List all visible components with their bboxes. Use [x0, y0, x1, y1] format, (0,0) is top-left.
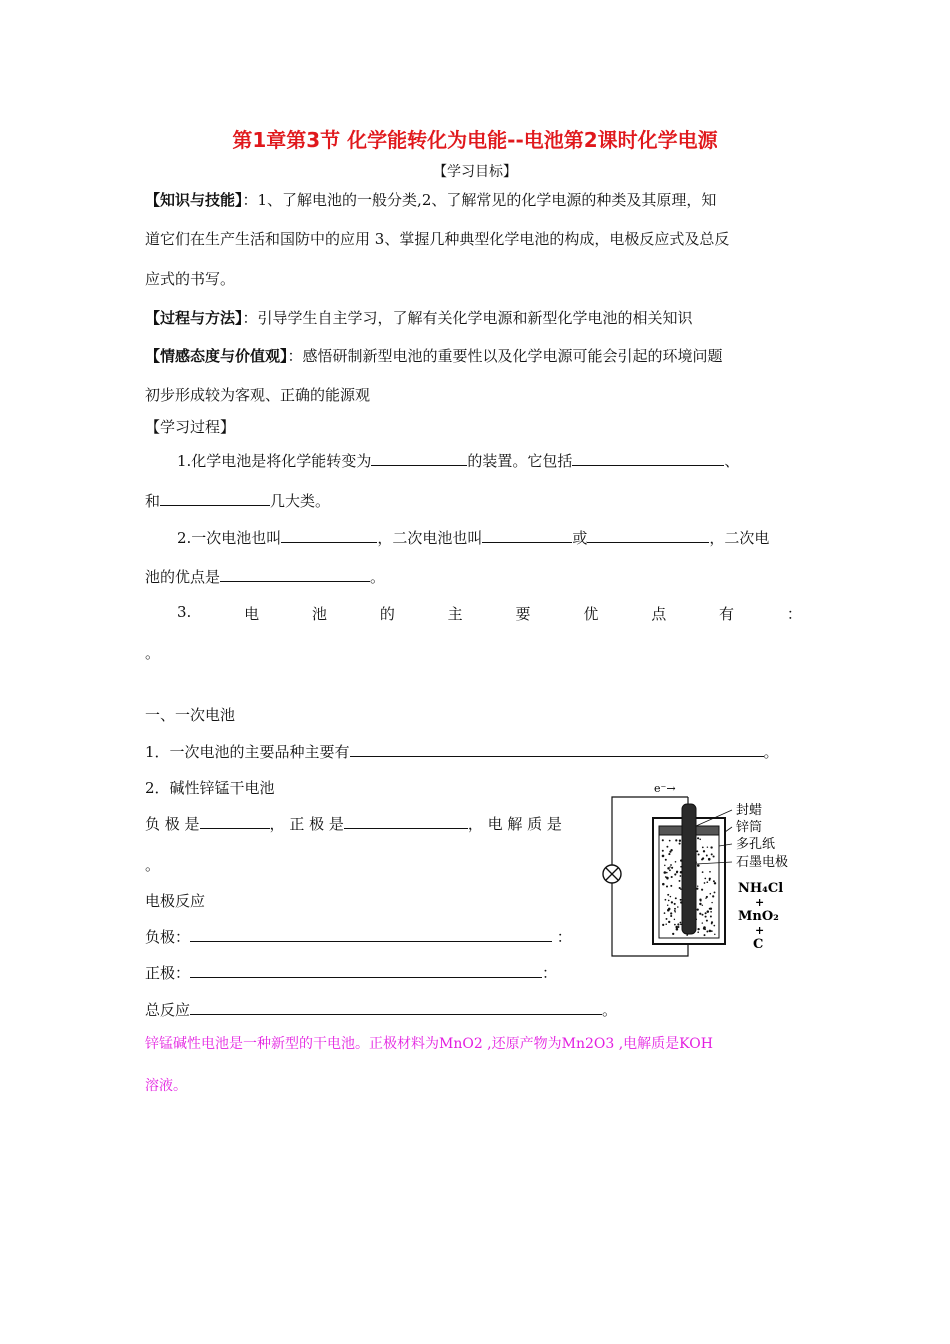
note-line-1: 锌锰碱性电池是一种新型的干电池。正极材料为MnO2 ,还原产物为Mn2O3 ,电解质是KOH — [145, 1036, 713, 1052]
emotion-text-1: ：感悟研制新型电池的重要性以及化学电源可能会引起的环境问题 — [287, 347, 723, 365]
paste-dot — [664, 865, 665, 866]
paste-dot — [710, 911, 712, 913]
electrolyte-end: 。 — [145, 856, 161, 874]
paste-dot — [711, 923, 713, 925]
label-graphite-electrode: 石墨电极 — [736, 855, 789, 870]
paste-dot — [702, 905, 703, 906]
paste-dot — [676, 872, 678, 874]
paste-dot — [679, 843, 681, 845]
paste-dot — [703, 850, 705, 852]
paste-dot — [680, 875, 682, 877]
paste-dot — [662, 855, 665, 858]
paste-dot — [677, 906, 679, 908]
emotion-line-2: 初步形成较为客观、正确的能源观 — [145, 386, 371, 404]
paste-dot — [671, 901, 673, 903]
paste-dot — [709, 879, 711, 881]
paste-dot — [667, 867, 669, 869]
paste-dot — [664, 871, 667, 874]
paste-dot — [668, 900, 670, 902]
answer-blank[interactable] — [572, 451, 724, 466]
paste-dot — [697, 864, 700, 867]
label-nh4cl: NH₄Cl — [738, 881, 784, 896]
answer-blank[interactable] — [190, 927, 552, 942]
paste-dot — [704, 878, 706, 880]
paste-dot — [666, 872, 668, 874]
section-1-item-1: 1．一次电池的主要品种主要有 。 — [145, 743, 779, 761]
paste-dot — [677, 923, 679, 925]
knowledge-text-1: ：1、了解电池的一般分类,2、了解常见的化学电源的种类及其原理，知 — [242, 191, 717, 209]
paste-dot — [671, 876, 673, 878]
section-1-item-2: 2．碱性锌锰干电池 — [145, 779, 275, 797]
paste-dot — [670, 885, 672, 887]
paste-dot — [702, 914, 704, 916]
paste-dot — [679, 880, 681, 882]
emotion-line-1 — [145, 345, 723, 366]
paste-dot — [674, 903, 676, 905]
paste-dot — [706, 855, 708, 857]
paste-dot — [670, 849, 672, 851]
paste-dot — [697, 908, 699, 910]
knowledge-line-1 — [145, 189, 716, 210]
question-2-line-1: 2.一次电池也叫 ，二次电池也叫 或 ，二次电 — [177, 529, 770, 547]
paste-dot — [697, 886, 698, 887]
answer-blank[interactable] — [190, 1000, 602, 1015]
paste-dot — [674, 908, 676, 910]
paste-dot — [665, 899, 667, 901]
question-2-line-2: 池的优点是 。 — [145, 568, 386, 586]
knowledge-line-3: 应式的书写。 — [145, 270, 236, 288]
paste-dot — [699, 903, 701, 905]
electrode-reaction-heading: 电极反应 — [145, 892, 206, 910]
label-plus-1: + — [755, 896, 765, 909]
label-zinc-can: 锌筒 — [736, 820, 763, 835]
paste-dot — [702, 847, 704, 849]
paste-dot — [665, 876, 666, 877]
answer-blank[interactable] — [350, 742, 764, 757]
paste-dot — [674, 924, 676, 926]
paste-dot — [669, 869, 671, 871]
paste-dot — [713, 880, 715, 882]
answer-blank[interactable] — [371, 451, 467, 466]
section-1-heading: 一、一次电池 — [145, 706, 236, 724]
label-porous-paper: 多孔纸 — [736, 837, 776, 852]
document-title: 第1章第3节 化学能转化为电能--电池第2课时化学电源 — [232, 128, 718, 152]
paste-dot — [709, 930, 712, 933]
paste-dot — [662, 839, 664, 841]
positive-reaction-line: 正极： ： — [145, 964, 558, 982]
paste-dot — [667, 905, 668, 906]
paste-dot — [713, 925, 715, 927]
process-heading: 【学习过程】 — [145, 418, 236, 436]
paste-dot — [705, 912, 707, 914]
paste-dot — [710, 893, 712, 895]
answer-blank[interactable] — [220, 567, 370, 582]
answer-blank[interactable] — [587, 528, 709, 543]
paste-dot — [675, 861, 677, 863]
paste-dot — [702, 871, 704, 873]
paste-dot — [664, 912, 666, 914]
paste-dot — [675, 911, 676, 912]
paste-dot — [697, 931, 699, 933]
electron-flow-label: e⁻→ — [654, 782, 676, 795]
question-3-line: 3. 电 池 的 主 要 优 点 有 ： — [177, 603, 802, 623]
answer-blank[interactable] — [190, 963, 542, 978]
knowledge-label: 【知识与技能】 — [145, 191, 243, 209]
paste-dot — [707, 846, 708, 847]
paste-dot — [666, 885, 668, 887]
answer-blank[interactable] — [482, 528, 572, 543]
emotion-label: 【情感态度与价值观】 — [145, 347, 288, 365]
label-carbon: C — [753, 937, 764, 952]
paste-dot — [669, 866, 670, 867]
paste-dot — [665, 924, 666, 925]
paste-dot — [705, 916, 707, 918]
paste-dot — [676, 928, 679, 931]
paste-dot — [706, 896, 708, 898]
negative-reaction-line: 负极： ： — [145, 928, 572, 946]
paste-dot — [696, 850, 698, 852]
paste-dot — [703, 927, 705, 929]
label-wax-seal: 封蜡 — [736, 803, 763, 818]
note-line-2: 溶液。 — [145, 1078, 187, 1094]
paste-dot — [670, 864, 672, 866]
lamp-icon — [603, 865, 621, 883]
label-mno2: MnO₂ — [738, 909, 779, 924]
paste-dot — [675, 926, 678, 929]
paste-dot — [699, 913, 701, 915]
paste-dot — [708, 859, 710, 861]
paste-dot — [680, 888, 682, 890]
paste-dot — [674, 919, 675, 920]
paste-dot — [662, 883, 665, 886]
electrode-materials-line: 负 极 是 ， 正 极 是 ， 电 解 质 是 — [145, 815, 562, 833]
total-reaction-line: 总反应 。 — [145, 1001, 618, 1019]
paste-dot — [714, 891, 716, 893]
paste-dot — [668, 853, 670, 855]
dry-cell-diagram — [598, 780, 813, 958]
paste-dot — [662, 924, 664, 926]
paste-dot — [667, 909, 670, 912]
paste-dot — [702, 922, 703, 923]
paste-dot — [675, 897, 677, 899]
knowledge-line-2: 道它们在生产生活和国防中的应用 3、掌握几种典型化学电池的构成，电极反应式及总反 — [145, 230, 730, 248]
paste-dot — [714, 934, 715, 935]
paste-dot — [671, 867, 673, 869]
question-3-end: 。 — [145, 644, 161, 662]
answer-blank[interactable] — [200, 814, 270, 829]
paste-dot — [704, 934, 706, 936]
paste-dot — [697, 837, 699, 839]
paste-dot — [712, 895, 714, 897]
paste-dot — [670, 912, 672, 914]
paste-dot — [666, 846, 668, 848]
paste-dot — [680, 922, 682, 924]
question-1-line-1: 1.化学电池是将化学能转变为 的装置。它包括 、 — [177, 452, 740, 470]
paste-dot — [666, 918, 668, 920]
answer-blank[interactable] — [160, 491, 270, 506]
paste-dot — [711, 902, 712, 903]
paste-dot — [710, 846, 712, 848]
answer-blank[interactable] — [344, 814, 468, 829]
paste-dot — [704, 882, 706, 884]
process-label: 【过程与方法】 — [145, 309, 243, 327]
paste-dot — [670, 896, 671, 897]
paste-dot — [662, 850, 664, 852]
paste-dot — [713, 855, 715, 857]
paste-dot — [710, 907, 712, 909]
paste-dot — [706, 931, 708, 933]
objectives-heading: 【学习目标】 — [433, 164, 517, 180]
paste-dot — [714, 882, 716, 884]
paste-dot — [699, 899, 701, 901]
paste-dot — [709, 871, 711, 873]
paste-dot — [701, 858, 703, 860]
paste-dot — [706, 920, 708, 922]
paste-dot — [668, 921, 670, 923]
paste-dot — [711, 853, 713, 855]
paste-dot — [699, 839, 701, 841]
paste-dot — [706, 881, 708, 883]
process-text: ：引导学生自主学习，了解有关化学电源和新型化学电池的相关知识 — [242, 309, 693, 327]
question-1-line-2: 和 几大类。 — [145, 492, 331, 510]
label-plus-2: + — [755, 924, 765, 937]
answer-blank[interactable] — [281, 528, 377, 543]
paste-dot — [707, 910, 710, 913]
paste-dot — [667, 894, 669, 896]
process-line — [145, 307, 693, 328]
paste-dot — [669, 840, 671, 842]
paste-dot — [710, 916, 712, 918]
paste-dot — [701, 889, 703, 891]
paste-dot — [711, 930, 713, 932]
paste-dot — [670, 915, 672, 917]
paste-dot — [697, 928, 699, 930]
paste-dot — [680, 899, 682, 901]
paste-dot — [696, 888, 698, 890]
paste-dot — [675, 839, 677, 841]
paste-dot — [698, 853, 700, 855]
paste-dot — [674, 873, 676, 875]
paste-dot — [666, 877, 668, 879]
paste-dot — [679, 840, 681, 842]
paste-dot — [672, 933, 674, 935]
paste-dot — [665, 859, 667, 861]
